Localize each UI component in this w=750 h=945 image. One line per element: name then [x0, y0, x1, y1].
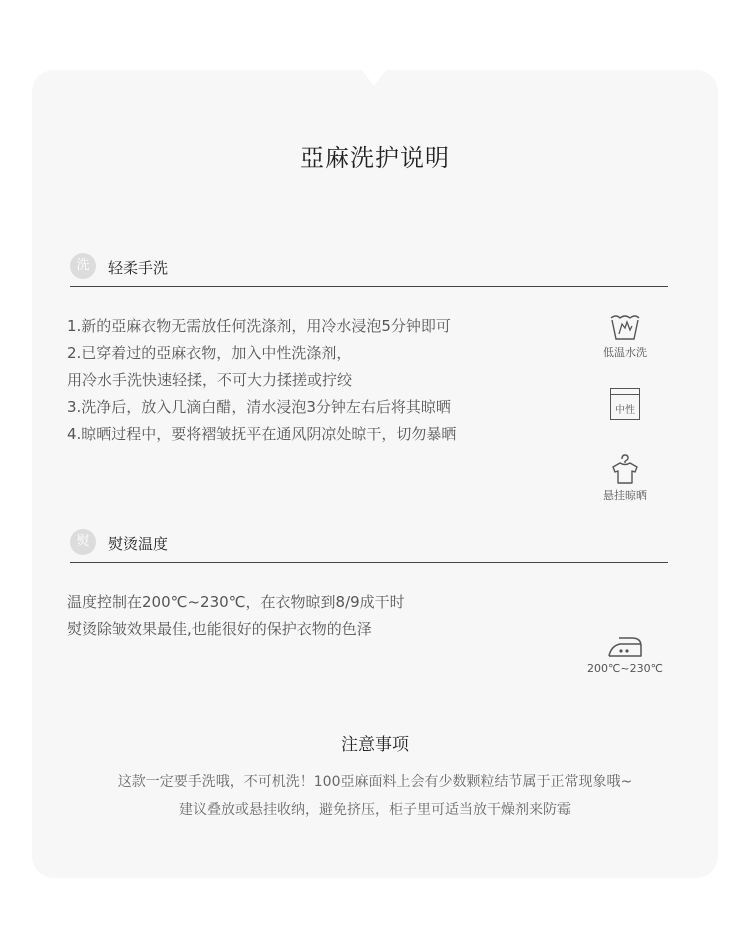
iron-section-label: 熨烫温度	[108, 535, 169, 553]
card-notch	[362, 70, 386, 86]
instruction-line: 2.已穿着过的亞麻衣物，加入中性洗涤剂，	[67, 344, 352, 362]
wash-badge: 洗	[70, 253, 96, 279]
iron-symbol	[584, 634, 666, 675]
notes-text	[0, 768, 750, 824]
page-title: 亞麻洗护说明	[300, 144, 450, 172]
divider	[70, 286, 668, 287]
hand-wash-icon	[608, 312, 642, 342]
hang-dry-symbol	[590, 453, 660, 503]
divider	[70, 562, 668, 563]
iron-section-header	[70, 529, 668, 559]
instruction-line: 3.洗净后，放入几滴白醋，清水浸泡3分钟左右后将其晾晒	[67, 398, 451, 416]
instruction-line: 4.晾晒过程中，要将褶皱抚平在通风阴凉处晾干，切勿暴晒	[67, 425, 457, 443]
icon-caption: 低温水洗	[603, 346, 647, 359]
iron-instructions	[67, 589, 587, 643]
notes-title: 注意事项	[341, 735, 409, 755]
wash-instructions	[67, 313, 587, 448]
instruction-line: 温度控制在200℃~230℃，在衣物晾到8/9成干时	[67, 593, 405, 611]
neutral-detergent-symbol	[590, 388, 660, 420]
instruction-line: 熨烫除皱效果最佳,也能很好的保护衣物的色泽	[67, 620, 372, 638]
wash-section-label: 轻柔手洗	[108, 259, 169, 277]
neutral-detergent-icon	[610, 388, 640, 420]
icon-caption: 悬挂晾晒	[603, 489, 647, 502]
note-line: 这款一定要手洗哦，不可机洗！100亞麻面料上会有少数颗粒结节属于正常现象哦~	[117, 774, 633, 790]
hang-dry-icon	[608, 453, 642, 485]
note-line: 建议叠放或悬挂收纳，避免挤压，柜子里可适当放干燥剂来防霉	[179, 802, 571, 818]
hand-wash-symbol	[590, 312, 660, 360]
icon-caption: 200℃~230℃	[587, 662, 663, 675]
iron-badge: 熨	[70, 529, 96, 555]
wash-section-header	[70, 253, 668, 283]
iron-icon	[606, 634, 644, 660]
icon-caption: 中性	[615, 405, 635, 416]
instruction-line: 用冷水手洗快速轻揉，不可大力揉搓或拧绞	[67, 371, 353, 389]
instruction-line: 1.新的亞麻衣物无需放任何洗涤剂，用冷水浸泡5分钟即可	[67, 317, 451, 335]
